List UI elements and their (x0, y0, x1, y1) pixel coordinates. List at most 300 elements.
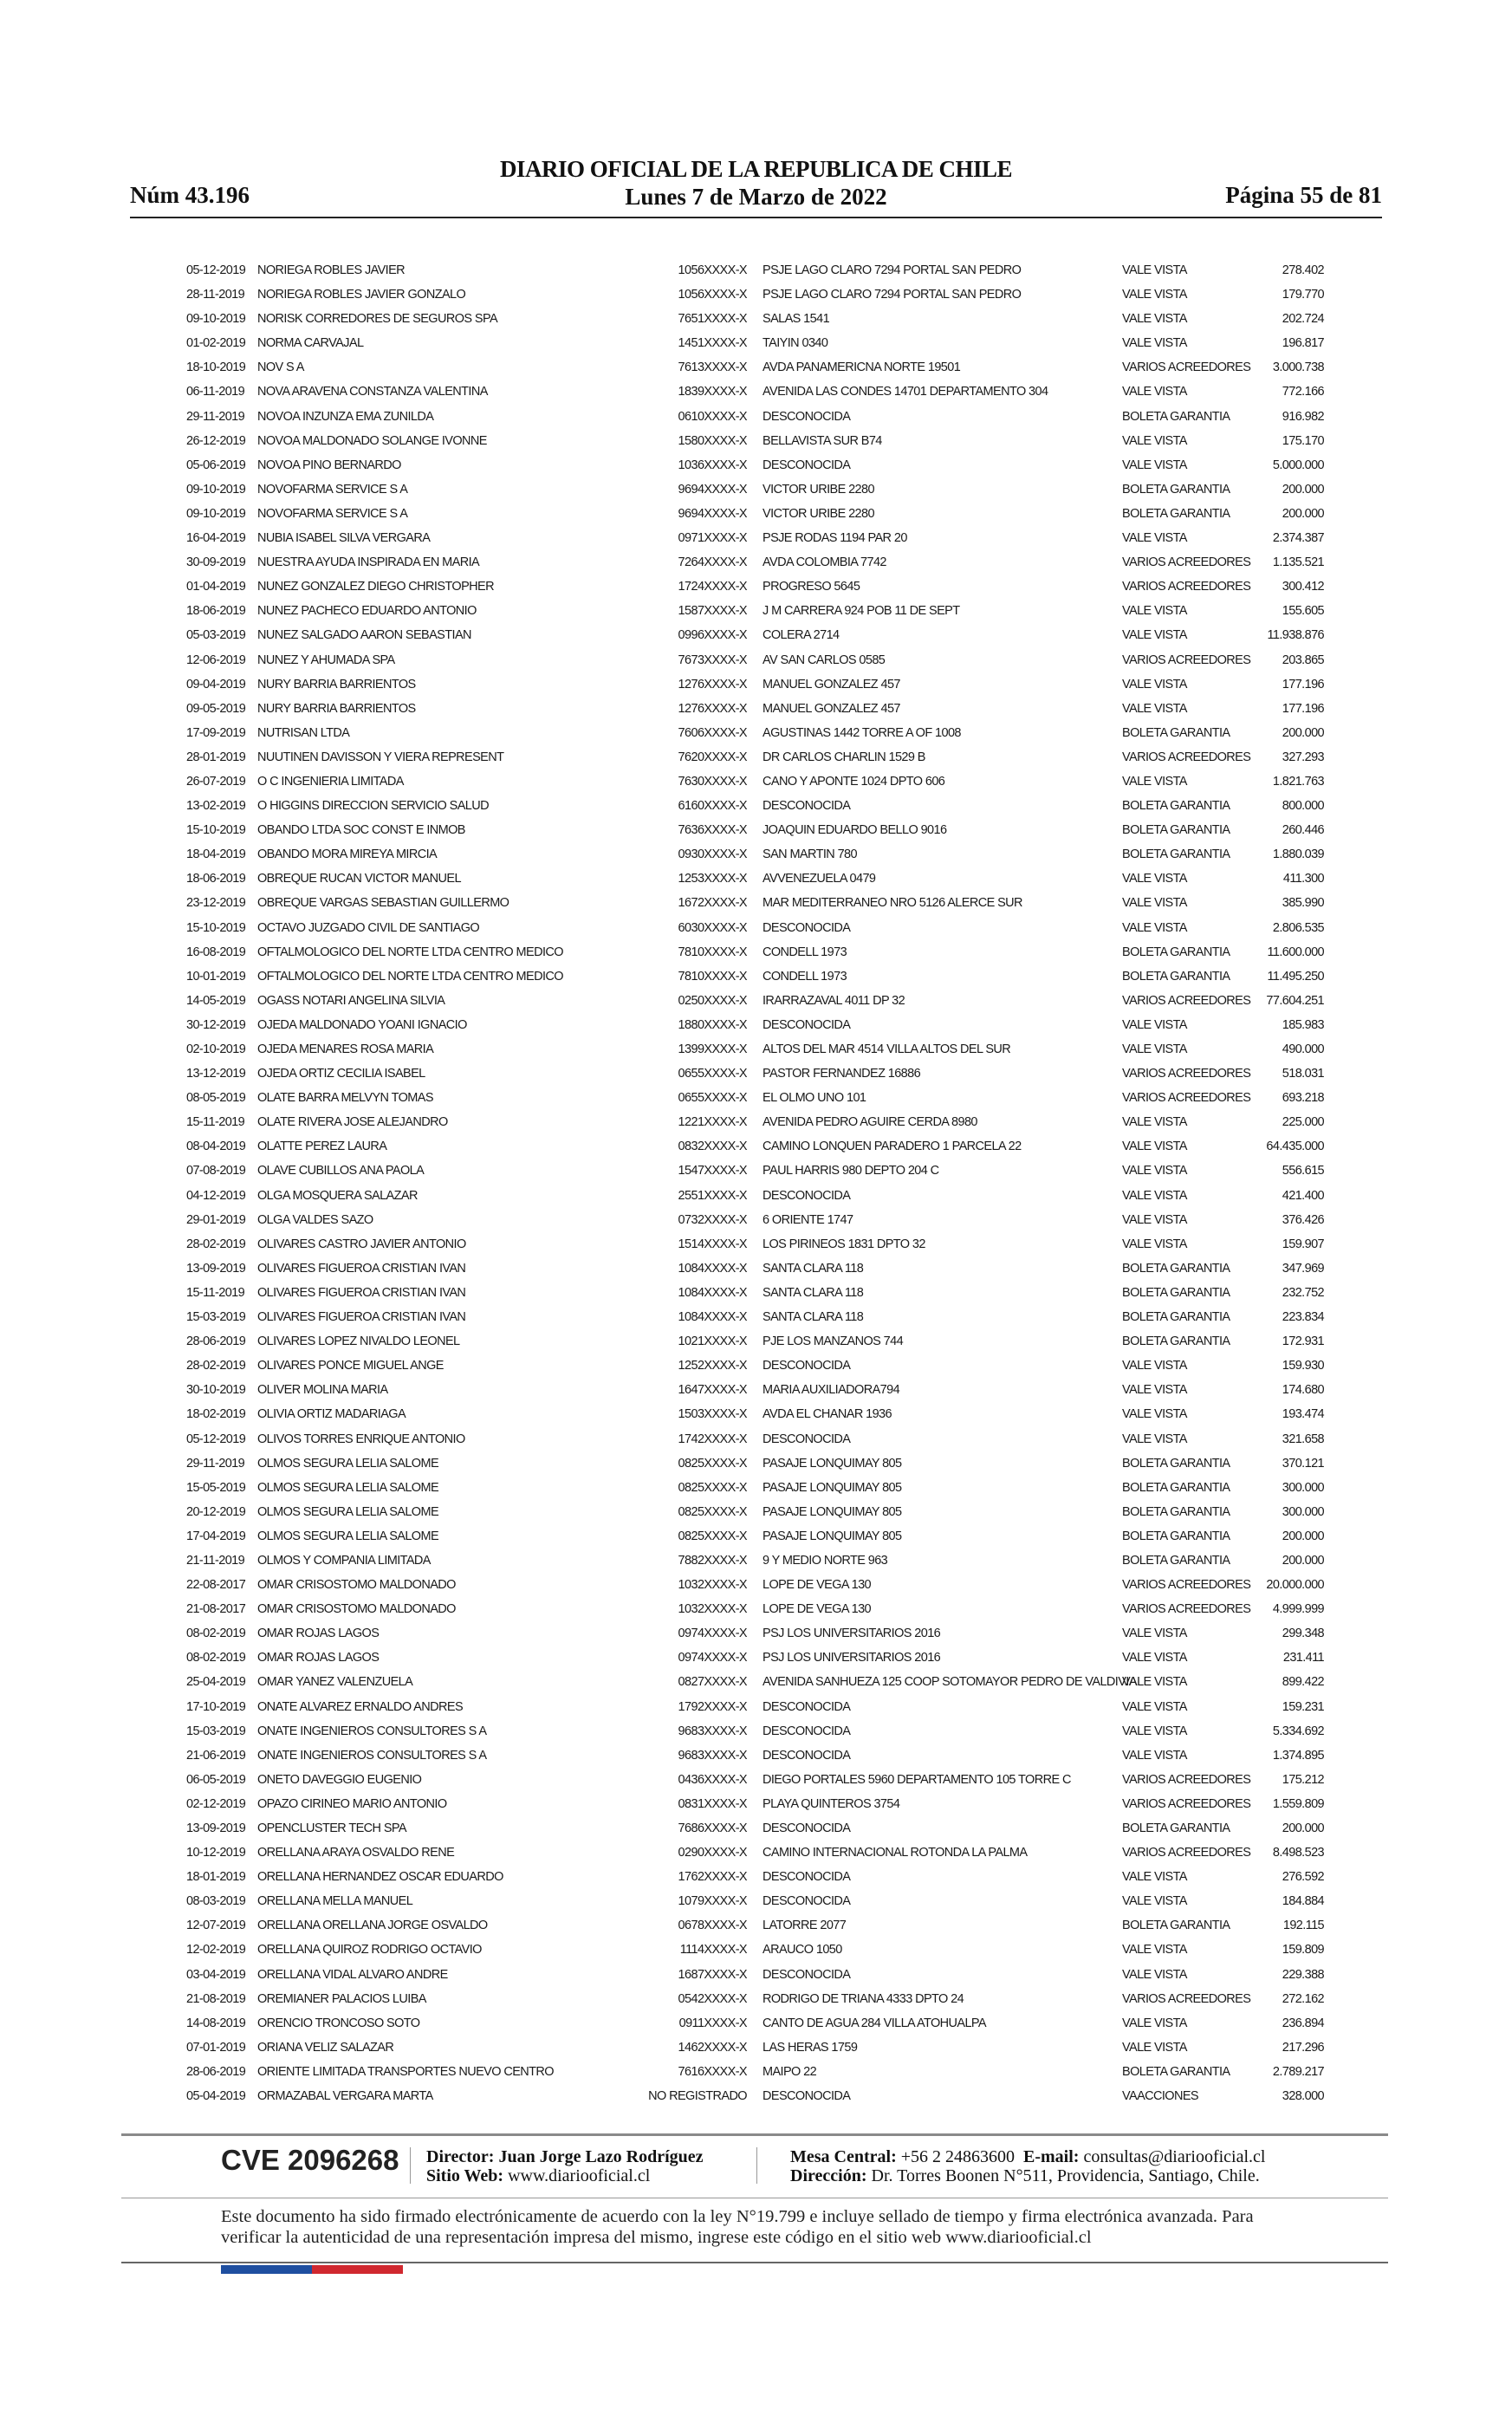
row-name: NUNEZ Y AHUMADA SPA (257, 653, 395, 667)
row-name: ONETO DAVEGGIO EUGENIO (257, 1772, 422, 1787)
row-address: CAMINO INTERNACIONAL ROTONDA LA PALMA (762, 1846, 1028, 1860)
table-row (0, 989, 1512, 1013)
row-address: PASAJE LONQUIMAY 805 (762, 1456, 902, 1471)
row-address: AVDA PANAMERICNA NORTE 19501 (762, 360, 961, 375)
row-rut: 1724XXXX-X (678, 580, 747, 594)
row-name: O HIGGINS DIRECCION SERVICIO SALUD (257, 799, 489, 814)
row-date: 15-10-2019 (186, 823, 246, 838)
row-name: OGASS NOTARI ANGELINA SILVIA (257, 993, 445, 1008)
row-amount: 174.680 (1282, 1383, 1324, 1398)
row-document-type: BOLETA GARANTIA (1122, 799, 1230, 814)
row-rut: 7636XXXX-X (678, 823, 747, 838)
row-amount: 155.605 (1282, 604, 1324, 619)
row-rut: 1253XXXX-X (678, 872, 747, 886)
row-address: DESCONOCIDA (762, 1724, 851, 1738)
row-rut: 1084XXXX-X (678, 1310, 747, 1325)
row-date: 13-02-2019 (186, 799, 246, 814)
row-rut: 1276XXXX-X (678, 701, 747, 716)
row-amount: 200.000 (1282, 1553, 1324, 1568)
row-address: LOPE DE VEGA 130 (762, 1602, 871, 1617)
row-document-type: VALE VISTA (1122, 1140, 1187, 1154)
row-name: NORIEGA ROBLES JAVIER (257, 263, 406, 277)
row-date: 15-03-2019 (186, 1724, 246, 1738)
table-row (0, 1378, 1512, 1402)
row-amount: 184.884 (1282, 1894, 1324, 1909)
table-row (0, 1110, 1512, 1134)
row-rut: 1084XXXX-X (678, 1285, 747, 1300)
row-address: AVDA COLOMBIA 7742 (762, 555, 886, 570)
table-row (0, 1719, 1512, 1743)
row-name: OPENCLUSTER TECH SPA (257, 1821, 406, 1835)
row-amount: 192.115 (1282, 1919, 1324, 1933)
table-row (0, 1013, 1512, 1037)
row-name: OLATTE PEREZ LAURA (257, 1140, 387, 1154)
table-row (0, 1768, 1512, 1792)
row-rut: 1032XXXX-X (678, 1578, 747, 1593)
row-address: PASAJE LONQUIMAY 805 (762, 1480, 902, 1495)
row-date: 23-12-2019 (186, 896, 246, 911)
footer-bottom-divider (121, 2262, 1388, 2263)
row-address: DESCONOCIDA (762, 1870, 851, 1885)
table-row (0, 916, 1512, 940)
row-address: LOS PIRINEOS 1831 DPTO 32 (762, 1237, 925, 1251)
row-rut: 1399XXXX-X (678, 1042, 747, 1056)
row-rut: 0930XXXX-X (678, 847, 747, 862)
row-date: 28-01-2019 (186, 750, 246, 764)
row-name: NOVOA INZUNZA EMA ZUNILDA (257, 409, 434, 424)
row-document-type: VALE VISTA (1122, 1432, 1187, 1446)
row-name: OLIVARES CASTRO JAVIER ANTONIO (257, 1237, 466, 1251)
row-name: NURY BARRIA BARRIENTOS (257, 701, 416, 716)
row-rut: 0974XXXX-X (678, 1627, 747, 1641)
row-document-type: VALE VISTA (1122, 263, 1187, 277)
row-amount: 2.374.387 (1272, 531, 1324, 546)
row-document-type: BOLETA GARANTIA (1122, 1919, 1230, 1933)
row-document-type: VALE VISTA (1122, 1967, 1187, 1982)
row-rut: 1032XXXX-X (678, 1602, 747, 1617)
table-row (0, 380, 1512, 404)
director-line (426, 2147, 704, 2167)
row-name: OLIVARES LOPEZ NIVALDO LEONEL (257, 1334, 460, 1349)
row-address: BELLAVISTA SUR B74 (762, 433, 882, 448)
row-document-type: BOLETA GARANTIA (1122, 1553, 1230, 1568)
row-document-type: BOLETA GARANTIA (1122, 1529, 1230, 1543)
row-document-type: VARIOS ACREEDORES (1122, 1602, 1251, 1617)
table-row (0, 2084, 1512, 2108)
row-address: DESCONOCIDA (762, 1967, 851, 1982)
row-rut: 1056XXXX-X (678, 288, 747, 302)
row-name: ONATE INGENIEROS CONSULTORES S A (257, 1748, 487, 1763)
row-amount: 693.218 (1282, 1091, 1324, 1106)
row-date: 12-02-2019 (186, 1943, 246, 1958)
row-name: OREMIANER PALACIOS LUIBA (257, 1991, 426, 2006)
row-date: 10-01-2019 (186, 969, 246, 984)
row-rut: 6160XXXX-X (678, 799, 747, 814)
row-document-type: VALE VISTA (1122, 2016, 1187, 2030)
table-row (0, 1963, 1512, 1987)
row-date: 15-11-2019 (186, 1285, 245, 1300)
row-amount: 300.000 (1282, 1480, 1324, 1495)
row-document-type: VALE VISTA (1122, 1407, 1187, 1422)
table-row (0, 672, 1512, 697)
row-amount: 1.559.809 (1272, 1796, 1324, 1811)
row-date: 14-08-2019 (186, 2016, 246, 2030)
issue-date: Lunes 7 de Marzo de 2022 (625, 184, 887, 210)
row-document-type: VALE VISTA (1122, 1943, 1187, 1958)
row-rut: 7616XXXX-X (678, 2064, 747, 2079)
row-address: PSJE RODAS 1194 PAR 20 (762, 531, 907, 546)
row-date: 12-07-2019 (186, 1919, 246, 1933)
row-amount: 159.231 (1282, 1699, 1324, 1714)
table-row (0, 1232, 1512, 1256)
table-row (0, 1987, 1512, 2011)
row-address: CANTO DE AGUA 284 VILLA ATOHUALPA (762, 2016, 986, 2030)
row-address: IRARRAZAVAL 4011 DP 32 (762, 993, 905, 1008)
row-date: 17-09-2019 (186, 725, 246, 740)
row-address: ARAUCO 1050 (762, 1943, 842, 1958)
table-row (0, 1670, 1512, 1694)
row-name: OFTALMOLOGICO DEL NORTE LTDA CENTRO MEDICO (257, 945, 563, 959)
row-amount: 200.000 (1282, 506, 1324, 521)
row-address: CAMINO LONQUEN PARADERO 1 PARCELA 22 (762, 1140, 1022, 1154)
row-name: OBANDO MORA MIREYA MIRCIA (257, 847, 438, 862)
row-rut: 1114XXXX-X (679, 1943, 747, 1958)
website-link[interactable]: www.diariooficial.cl (508, 2166, 651, 2185)
row-amount: 327.293 (1282, 750, 1324, 764)
row-address: PSJ LOS UNIVERSITARIOS 2016 (762, 1651, 941, 1666)
row-address: CANO Y APONTE 1024 DPTO 606 (762, 774, 945, 789)
row-rut: 0436XXXX-X (678, 1772, 747, 1787)
row-date: 02-10-2019 (186, 1042, 246, 1056)
table-row (0, 1889, 1512, 1913)
row-address: PJE LOS MANZANOS 744 (762, 1334, 904, 1349)
row-amount: 179.770 (1282, 288, 1324, 302)
row-address: TAIYIN 0340 (762, 336, 828, 351)
row-document-type: VALE VISTA (1122, 288, 1187, 302)
row-date: 03-04-2019 (186, 1967, 246, 1982)
row-date: 08-04-2019 (186, 1140, 246, 1154)
row-date: 13-09-2019 (186, 1261, 246, 1276)
row-amount: 2.789.217 (1272, 2064, 1324, 2079)
flag-bar-blue (221, 2265, 312, 2274)
row-rut: 7882XXXX-X (678, 1553, 747, 1568)
row-document-type: BOLETA GARANTIA (1122, 1504, 1230, 1519)
row-name: OLMOS Y COMPANIA LIMITADA (257, 1553, 431, 1568)
row-document-type: VALE VISTA (1122, 1212, 1187, 1227)
row-address: SANTA CLARA 118 (762, 1285, 864, 1300)
table-row (0, 429, 1512, 453)
row-date: 01-02-2019 (186, 336, 246, 351)
row-date: 08-02-2019 (186, 1651, 246, 1666)
row-rut: 1462XXXX-X (678, 2040, 747, 2055)
row-rut: 7620XXXX-X (678, 750, 747, 764)
row-date: 09-10-2019 (186, 312, 246, 327)
row-address: PLAYA QUINTEROS 3754 (762, 1796, 900, 1811)
row-amount: 159.930 (1282, 1359, 1324, 1373)
row-name: OJEDA MENARES ROSA MARIA (257, 1042, 434, 1056)
table-row (0, 1938, 1512, 1962)
table-row (0, 526, 1512, 550)
row-rut: 1503XXXX-X (678, 1407, 747, 1422)
table-row (0, 1597, 1512, 1621)
table-row (0, 648, 1512, 672)
table-row (0, 1305, 1512, 1329)
row-document-type: BOLETA GARANTIA (1122, 1480, 1230, 1495)
row-document-type: BOLETA GARANTIA (1122, 1285, 1230, 1300)
row-document-type: VARIOS ACREEDORES (1122, 1091, 1251, 1106)
table-row (0, 1208, 1512, 1232)
row-rut: 9683XXXX-X (678, 1748, 747, 1763)
row-amount: 300.412 (1282, 580, 1324, 594)
row-document-type: VALE VISTA (1122, 1699, 1187, 1714)
table-row (0, 1427, 1512, 1451)
table-row (0, 1402, 1512, 1426)
row-name: ORIANA VELIZ SALAZAR (257, 2040, 394, 2055)
row-address: SALAS 1541 (762, 312, 830, 327)
row-rut: 1036XXXX-X (678, 458, 747, 472)
row-name: OMAR CRISOSTOMO MALDONADO (257, 1602, 456, 1617)
row-amount: 200.000 (1282, 1529, 1324, 1543)
table-row (0, 1451, 1512, 1476)
row-address: 6 ORIENTE 1747 (762, 1212, 853, 1227)
row-name: OLMOS SEGURA LELIA SALOME (257, 1504, 439, 1519)
table-row (0, 453, 1512, 477)
address-label: Dirección: (790, 2166, 867, 2185)
row-name: NORIEGA ROBLES JAVIER GONZALO (257, 288, 466, 302)
row-document-type: VARIOS ACREEDORES (1122, 1578, 1251, 1593)
row-name: OLMOS SEGURA LELIA SALOME (257, 1529, 439, 1543)
website-label: Sitio Web: (426, 2166, 504, 2185)
row-document-type: BOLETA GARANTIA (1122, 409, 1230, 424)
row-rut: 7264XXXX-X (678, 555, 747, 570)
row-date: 28-06-2019 (186, 2064, 246, 2079)
row-rut: 1084XXXX-X (678, 1261, 747, 1276)
row-address: AVENIDA LAS CONDES 14701 DEPARTAMENTO 304 (762, 385, 1048, 399)
table-row (0, 2036, 1512, 2060)
row-name: OLIVARES FIGUEROA CRISTIAN IVAN (257, 1261, 466, 1276)
row-document-type: VALE VISTA (1122, 1359, 1187, 1373)
row-document-type: VALE VISTA (1122, 1042, 1187, 1056)
table-row (0, 1841, 1512, 1865)
row-address: DESCONOCIDA (762, 409, 851, 424)
row-name: NUNEZ PACHECO EDUARDO ANTONIO (257, 604, 477, 619)
records-table (0, 258, 1512, 2108)
row-amount: 347.969 (1282, 1261, 1324, 1276)
row-rut: 0825XXXX-X (678, 1456, 747, 1471)
table-row (0, 355, 1512, 380)
row-rut: 7673XXXX-X (678, 653, 747, 667)
row-rut: 7613XXXX-X (678, 360, 747, 375)
row-date: 28-02-2019 (186, 1237, 246, 1251)
row-address: DESCONOCIDA (762, 1188, 851, 1203)
issue-number: Núm 43.196 (130, 182, 250, 208)
row-address: AGUSTINAS 1442 TORRE A OF 1008 (762, 725, 961, 740)
row-amount: 200.000 (1282, 725, 1324, 740)
row-date: 29-11-2019 (186, 409, 245, 424)
table-row (0, 550, 1512, 575)
contact-line (790, 2147, 1265, 2167)
row-name: OJEDA MALDONADO YOANI IGNACIO (257, 1017, 467, 1032)
row-name: OLATE BARRA MELVYN TOMAS (257, 1091, 433, 1106)
row-date: 18-02-2019 (186, 1407, 246, 1422)
row-date: 09-04-2019 (186, 677, 246, 692)
row-document-type: VALE VISTA (1122, 920, 1187, 935)
row-address: SANTA CLARA 118 (762, 1310, 864, 1325)
footer-separator (756, 2147, 757, 2184)
row-date: 30-09-2019 (186, 555, 246, 570)
table-row (0, 964, 1512, 989)
table-row (0, 1500, 1512, 1524)
row-amount: 1.374.895 (1272, 1748, 1324, 1763)
flag-bar-red (312, 2265, 403, 2274)
table-row (0, 867, 1512, 891)
row-address: MANUEL GONZALEZ 457 (762, 701, 900, 716)
row-address: AVENIDA PEDRO AGUIRE CERDA 8980 (762, 1115, 977, 1130)
row-document-type: VALE VISTA (1122, 896, 1187, 911)
row-date: 13-09-2019 (186, 1821, 246, 1835)
row-date: 05-12-2019 (186, 1432, 246, 1446)
row-date: 08-03-2019 (186, 1894, 246, 1909)
row-address: DESCONOCIDA (762, 1359, 851, 1373)
row-amount: 1.821.763 (1272, 774, 1324, 789)
row-amount: 202.724 (1282, 312, 1324, 327)
email-link[interactable]: consultas@diariooficial.cl (1083, 2147, 1266, 2166)
row-document-type: VALE VISTA (1122, 774, 1187, 789)
row-document-type: VALE VISTA (1122, 433, 1187, 448)
row-amount: 11.938.876 (1267, 628, 1324, 643)
row-date: 15-05-2019 (186, 1480, 246, 1495)
row-name: ORELLANA HERNANDEZ OSCAR EDUARDO (257, 1870, 503, 1885)
phone-value: +56 2 24863600 (900, 2147, 1016, 2166)
row-amount: 225.000 (1282, 1115, 1324, 1130)
row-date: 07-08-2019 (186, 1164, 246, 1179)
row-rut: 0678XXXX-X (678, 1919, 747, 1933)
row-address: MANUEL GONZALEZ 457 (762, 677, 900, 692)
table-row (0, 1256, 1512, 1281)
row-address: AVVENEZUELA 0479 (762, 872, 876, 886)
row-document-type: VARIOS ACREEDORES (1122, 1796, 1251, 1811)
row-name: NUTRISAN LTDA (257, 725, 350, 740)
row-rut: 1647XXXX-X (678, 1383, 747, 1398)
row-address: CONDELL 1973 (762, 945, 847, 959)
row-date: 05-03-2019 (186, 628, 246, 643)
row-document-type: VARIOS ACREEDORES (1122, 750, 1251, 764)
row-name: NOVOFARMA SERVICE S A (257, 506, 408, 521)
row-date: 21-06-2019 (186, 1748, 246, 1763)
row-document-type: VALE VISTA (1122, 1870, 1187, 1885)
row-rut: 1056XXXX-X (678, 263, 747, 277)
row-rut: 7686XXXX-X (678, 1821, 747, 1835)
row-document-type: BOLETA GARANTIA (1122, 1456, 1230, 1471)
row-date: 16-08-2019 (186, 945, 246, 959)
row-address: DESCONOCIDA (762, 1748, 851, 1763)
row-amount: 159.907 (1282, 1237, 1324, 1251)
row-document-type: VALE VISTA (1122, 604, 1187, 619)
row-document-type: VALE VISTA (1122, 701, 1187, 716)
row-rut: 0655XXXX-X (678, 1091, 747, 1106)
row-rut: 9694XXXX-X (678, 506, 747, 521)
row-rut: 0831XXXX-X (678, 1796, 747, 1811)
row-document-type: VARIOS ACREEDORES (1122, 580, 1251, 594)
row-rut: 1451XXXX-X (678, 336, 747, 351)
row-date: 05-06-2019 (186, 458, 246, 472)
row-document-type: BOLETA GARANTIA (1122, 2064, 1230, 2079)
row-rut: 1587XXXX-X (678, 604, 747, 619)
row-name: NURY BARRIA BARRIENTOS (257, 677, 416, 692)
row-name: ONATE INGENIEROS CONSULTORES S A (257, 1724, 487, 1738)
table-row (0, 307, 1512, 331)
row-date: 30-10-2019 (186, 1383, 246, 1398)
cve-code: CVE 2096268 (221, 2144, 399, 2176)
row-amount: 8.498.523 (1272, 1846, 1324, 1860)
row-rut: 0971XXXX-X (678, 531, 747, 546)
table-row (0, 769, 1512, 794)
row-amount: 328.000 (1282, 2089, 1324, 2104)
row-date: 04-12-2019 (186, 1188, 246, 1203)
row-name: OBREQUE RUCAN VICTOR MANUEL (257, 872, 461, 886)
row-rut: 7651XXXX-X (678, 312, 747, 327)
row-name: ORMAZABAL VERGARA MARTA (257, 2089, 433, 2104)
row-amount: 299.348 (1282, 1627, 1324, 1641)
row-rut: 0732XXXX-X (678, 1212, 747, 1227)
table-row (0, 1184, 1512, 1208)
row-amount: 385.990 (1282, 896, 1324, 911)
row-amount: 1.880.039 (1272, 847, 1324, 862)
row-amount: 175.212 (1282, 1772, 1324, 1787)
row-document-type: VARIOS ACREEDORES (1122, 555, 1251, 570)
row-rut: 1079XXXX-X (678, 1894, 747, 1909)
row-date: 15-03-2019 (186, 1310, 246, 1325)
row-address: MAIPO 22 (762, 2064, 817, 2079)
row-rut: 9683XXXX-X (678, 1724, 747, 1738)
row-amount: 20.000.000 (1266, 1578, 1324, 1593)
row-date: 15-11-2019 (186, 1115, 245, 1130)
row-document-type: VALE VISTA (1122, 458, 1187, 472)
row-name: OLIVER MOLINA MARIA (257, 1383, 388, 1398)
row-rut: 0974XXXX-X (678, 1651, 747, 1666)
row-address: DESCONOCIDA (762, 1017, 851, 1032)
row-address: VICTOR URIBE 2280 (762, 506, 874, 521)
row-date: 28-02-2019 (186, 1359, 246, 1373)
row-amount: 272.162 (1282, 1991, 1324, 2006)
row-date: 17-04-2019 (186, 1529, 246, 1543)
row-document-type: VARIOS ACREEDORES (1122, 360, 1251, 375)
director-name: Juan Jorge Lazo Rodríguez (498, 2147, 704, 2166)
row-address: LATORRE 2077 (762, 1919, 847, 1933)
row-name: OLIVARES FIGUEROA CRISTIAN IVAN (257, 1285, 466, 1300)
row-address: MAR MEDITERRANEO NRO 5126 ALERCE SUR (762, 896, 1022, 911)
address-value: Dr. Torres Boonen N°511, Providencia, Santiago, Chile. (871, 2166, 1260, 2185)
row-document-type: VALE VISTA (1122, 677, 1187, 692)
table-row (0, 599, 1512, 623)
row-document-type: BOLETA GARANTIA (1122, 969, 1230, 984)
row-rut: 0250XXXX-X (678, 993, 747, 1008)
row-rut: 1221XXXX-X (678, 1115, 747, 1130)
row-amount: 200.000 (1282, 482, 1324, 497)
table-row (0, 575, 1512, 599)
page-indicator: Página 55 de 81 (1225, 182, 1382, 208)
row-address: PASAJE LONQUIMAY 805 (762, 1504, 902, 1519)
row-date: 18-06-2019 (186, 604, 246, 619)
address-line (790, 2166, 1260, 2186)
row-rut: 7810XXXX-X (678, 945, 747, 959)
row-name: NOVA ARAVENA CONSTANZA VALENTINA (257, 385, 488, 399)
row-rut: 1792XXXX-X (678, 1699, 747, 1714)
row-address: DESCONOCIDA (762, 799, 851, 814)
table-row (0, 258, 1512, 282)
row-address: AV SAN CARLOS 0585 (762, 653, 886, 667)
row-rut: 1687XXXX-X (678, 1967, 747, 1982)
